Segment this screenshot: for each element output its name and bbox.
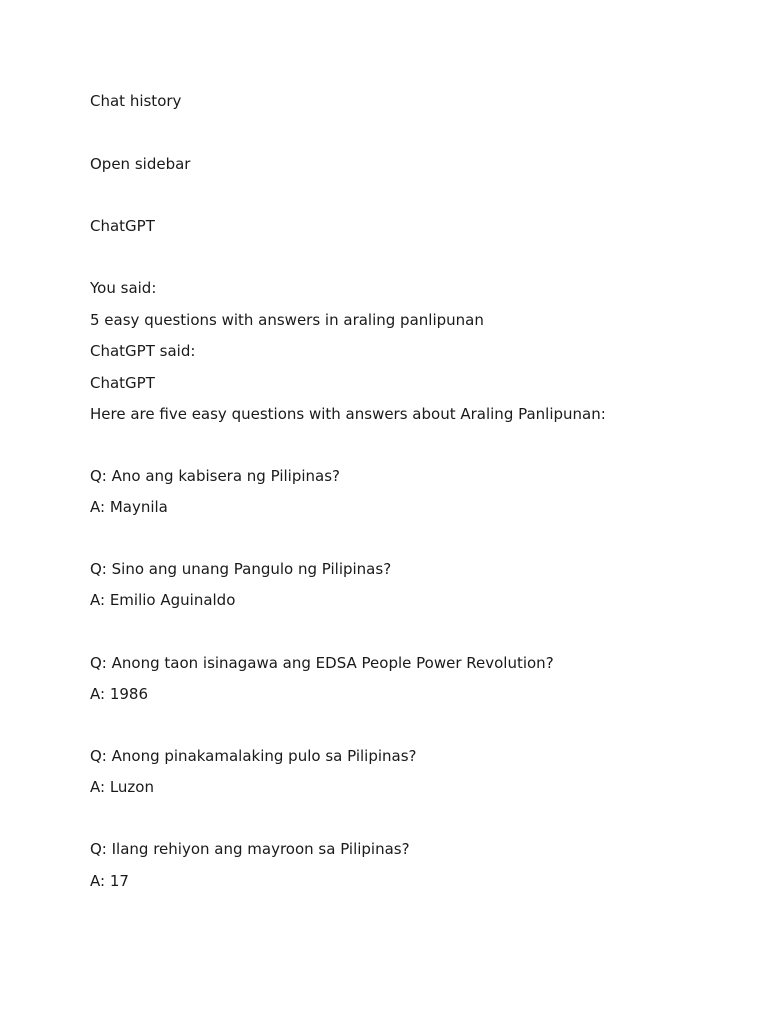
assistant-name: ChatGPT (90, 374, 155, 392)
question-4: Q: Anong pinakamalaking pulo sa Pilipinas? (90, 747, 417, 765)
assistant-intro: Here are five easy questions with answers about Araling Panlipunan: (90, 405, 606, 423)
assistant-label: ChatGPT said: (90, 342, 196, 360)
question-5: Q: Ilang rehiyon ang mayroon sa Pilipinas? (90, 840, 410, 858)
answer-3: A: 1986 (90, 685, 148, 703)
question-2: Q: Sino ang unang Pangulo ng Pilipinas? (90, 560, 392, 578)
answer-1: A: Maynila (90, 498, 168, 516)
answer-2: A: Emilio Aguinaldo (90, 591, 236, 609)
open-sidebar-button[interactable]: Open sidebar (90, 155, 191, 173)
answer-4: A: Luzon (90, 778, 154, 796)
user-message: 5 easy questions with answers in araling panlipunan (90, 311, 484, 329)
user-label: You said: (90, 279, 157, 297)
question-3: Q: Anong taon isinagawa ang EDSA People Power Revolution? (90, 654, 554, 672)
question-1: Q: Ano ang kabisera ng Pilipinas? (90, 467, 340, 485)
chat-history-link[interactable]: Chat history (90, 92, 182, 110)
answer-5: A: 17 (90, 872, 129, 890)
app-title: ChatGPT (90, 217, 155, 235)
